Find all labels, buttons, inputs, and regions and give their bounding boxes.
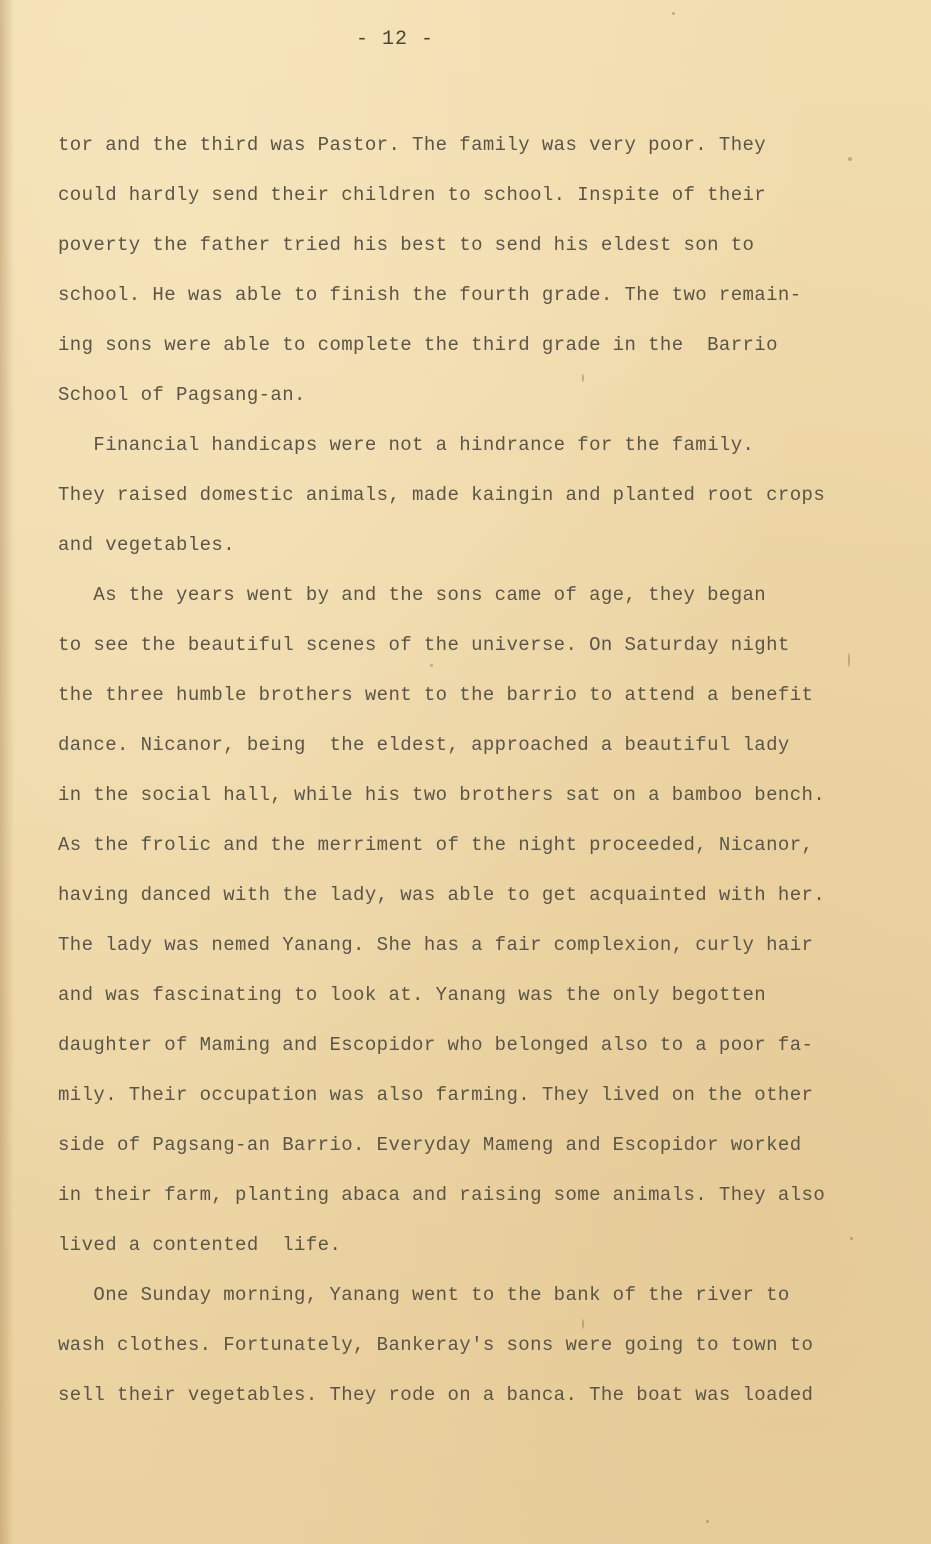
text-line: dance. Nicanor, being the eldest, approached a beautiful lady xyxy=(58,734,790,756)
text-line: could hardly send their children to school. Inspite of their xyxy=(58,184,767,206)
text-line: Financial handicaps were not a hindrance for the family. xyxy=(58,434,755,456)
text-line: in their farm, planting abaca and raising some animals. They also xyxy=(58,1184,826,1206)
text-line: School of Pagsang-an. xyxy=(58,384,306,406)
paper-speck xyxy=(706,1520,709,1523)
text-line: lived a contented life. xyxy=(58,1234,342,1256)
paper-speck xyxy=(848,653,850,667)
text-line: As the years went by and the sons came of age, they began xyxy=(58,584,767,606)
text-line: One Sunday morning, Yanang went to the bank of the river to xyxy=(58,1284,790,1306)
text-line: daughter of Maming and Escopidor who belonged also to a poor fa- xyxy=(58,1034,814,1056)
text-line: The lady was nemed Yanang. She has a fair complexion, curly hair xyxy=(58,934,814,956)
text-line: having danced with the lady, was able to get acquainted with her. xyxy=(58,884,826,906)
text-line: wash clothes. Fortunately, Bankeray's sons were going to town to xyxy=(58,1334,814,1356)
text-line: and vegetables. xyxy=(58,534,236,556)
paper-speck xyxy=(848,157,852,161)
paper-speck xyxy=(582,374,584,382)
page-number: - 12 - xyxy=(355,28,434,51)
text-line: side of Pagsang-an Barrio. Everyday Mameng and Escopidor worked xyxy=(58,1134,802,1156)
text-line: ing sons were able to complete the third grade in the Barrio xyxy=(58,334,778,356)
paper-speck xyxy=(672,12,675,15)
paper-speck xyxy=(850,1237,853,1240)
paper-speck xyxy=(430,664,433,667)
text-line: poverty the father tried his best to send his eldest son to xyxy=(58,234,755,256)
paper-speck xyxy=(582,1319,584,1329)
text-line: They raised domestic animals, made kaingin and planted root crops xyxy=(58,484,826,506)
text-line: school. He was able to finish the fourth grade. The two remain- xyxy=(58,284,802,306)
text-line: and was fascinating to look at. Yanang was the only begotten xyxy=(58,984,767,1006)
page-edge-shadow xyxy=(0,0,14,1544)
text-line: mily. Their occupation was also farming. They lived on the other xyxy=(58,1084,814,1106)
text-line: sell their vegetables. They rode on a banca. The boat was loaded xyxy=(58,1384,814,1406)
text-line: the three humble brothers went to the barrio to attend a benefit xyxy=(58,684,814,706)
text-line: tor and the third was Pastor. The family was very poor. They xyxy=(58,134,767,156)
text-line: As the frolic and the merriment of the night proceeded, Nicanor, xyxy=(58,834,814,856)
text-line: in the social hall, while his two brothers sat on a bamboo bench. xyxy=(58,784,826,806)
text-line: to see the beautiful scenes of the universe. On Saturday night xyxy=(58,634,790,656)
